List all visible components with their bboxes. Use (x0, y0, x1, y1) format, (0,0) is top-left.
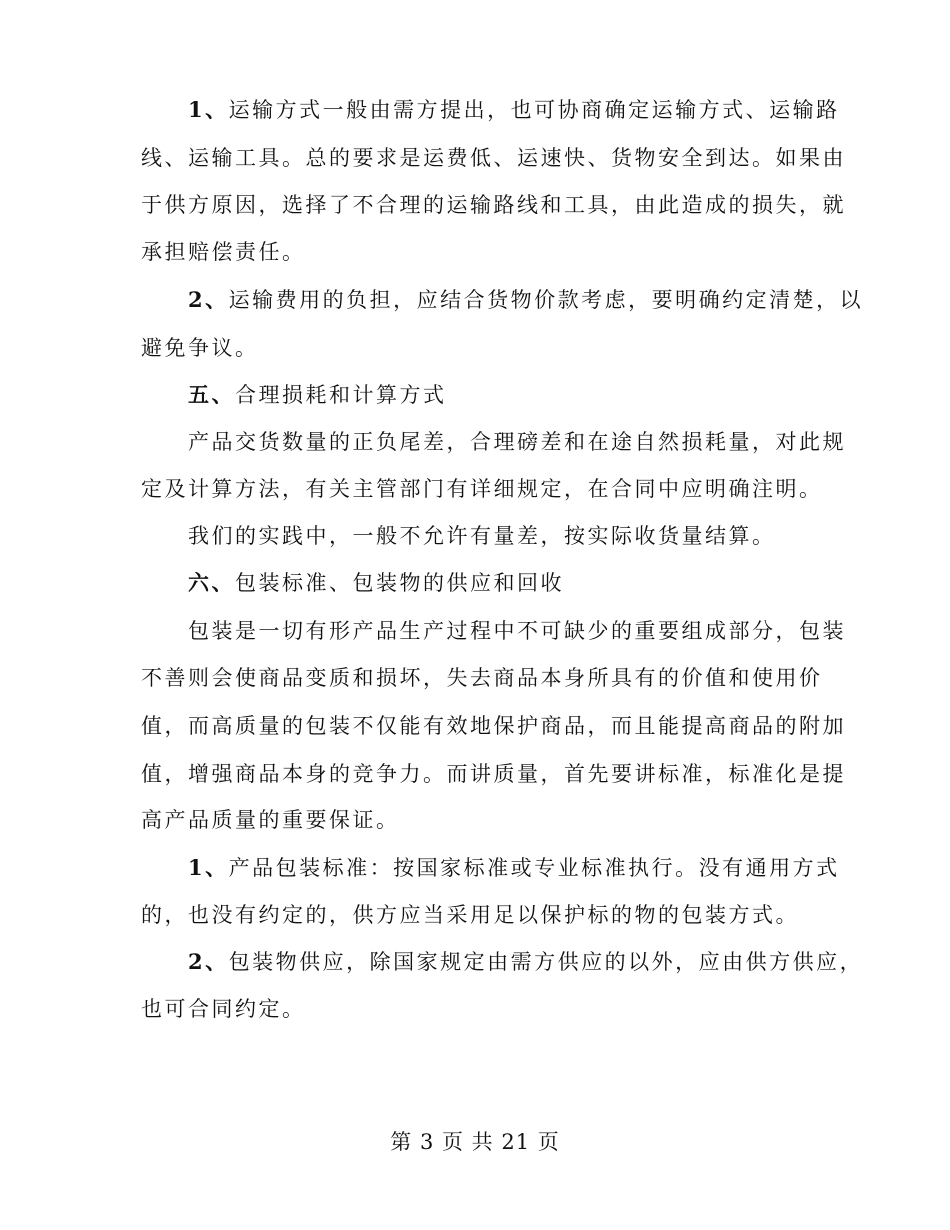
section-number: 五、 (188, 382, 235, 407)
line-text: 的，也没有约定的，供方应当采用足以保护标的物的包装方式。 (141, 903, 799, 927)
line-text: 高产品质量的重要保证。 (141, 808, 400, 832)
line-text: 值，增强商品本身的竞争力。而讲质量，首先要讲标准，标准化是提 (141, 762, 846, 786)
line-text: 线、运输工具。总的要求是运费低、运速快、货物安全到达。如果由 (141, 146, 846, 170)
line-text: 于供方原因，选择了不合理的运输路线和工具，由此造成的损失，就 (141, 193, 846, 217)
paragraph-line (141, 806, 400, 834)
paragraph-line (141, 144, 846, 172)
paragraph-line (141, 760, 846, 788)
paragraph-line (188, 854, 840, 882)
paragraph-line (188, 286, 863, 314)
paragraph-line (141, 712, 846, 740)
line-text: 定及计算方法，有关主管部门有详细规定，在合同中应明确注明。 (141, 477, 823, 501)
list-number: 1、 (188, 855, 229, 880)
paragraph-line (188, 522, 776, 550)
paragraph-line (141, 334, 259, 362)
section-title: 合理损耗和计算方式 (235, 383, 447, 407)
page-number-footer: 第 3 页 共 21 页 (390, 1130, 560, 1154)
line-text: 运输费用的负担，应结合货物价款考虑，要明确约定清楚，以 (228, 288, 864, 312)
line-text: 包装是一切有形产品生产过程中不可缺少的重要组成部分，包装 (188, 619, 846, 643)
paragraph-line (188, 428, 846, 456)
line-text: 产品包装标准：按国家标准或专业标准执行。没有通用方式 (228, 856, 840, 880)
paragraph-line (141, 238, 306, 266)
paragraph-line (141, 901, 799, 929)
section-number: 六、 (188, 570, 235, 595)
line-text: 避免争议。 (141, 336, 259, 360)
paragraph-line (141, 995, 306, 1023)
list-number: 2、 (188, 287, 229, 312)
paragraph-line (188, 948, 863, 976)
line-text: 承担赔偿责任。 (141, 240, 306, 264)
line-text: 不善则会使商品变质和损坏，失去商品本身所具有的价值和使用价 (141, 666, 823, 690)
section-heading (188, 381, 447, 409)
list-number: 2、 (188, 949, 229, 974)
list-number: 1、 (188, 97, 229, 122)
paragraph-line (188, 96, 840, 124)
paragraph-line (141, 664, 823, 692)
line-text: 也可合同约定。 (141, 997, 306, 1021)
line-text: 运输方式一般由需方提出，也可协商确定运输方式、运输路 (228, 98, 840, 122)
line-text: 包装物供应，除国家规定由需方供应的以外，应由供方供应， (228, 950, 864, 974)
line-text: 产品交货数量的正负尾差，合理磅差和在途自然损耗量，对此规 (188, 430, 846, 454)
paragraph-line (141, 191, 846, 219)
line-text: 值，而高质量的包装不仅能有效地保护商品，而且能提高商品的附加 (141, 714, 846, 738)
section-title: 包装标准、包装物的供应和回收 (235, 571, 564, 595)
paragraph-line (188, 617, 846, 645)
line-text: 我们的实践中，一般不允许有量差，按实际收货量结算。 (188, 524, 776, 548)
paragraph-line (141, 475, 823, 503)
section-heading (188, 569, 564, 597)
